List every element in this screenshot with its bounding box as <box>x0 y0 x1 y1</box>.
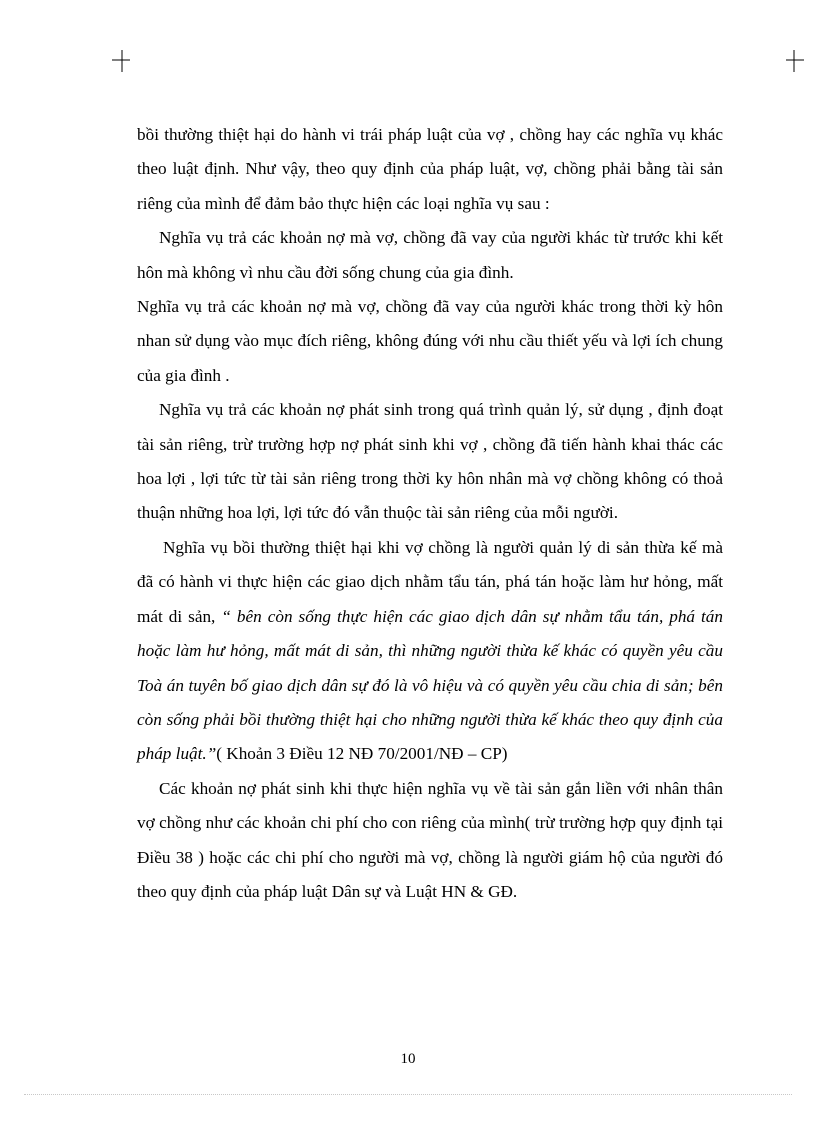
legal-citation: ( Khoản 3 Điều 12 NĐ 70/2001/NĐ – CP) <box>216 744 508 764</box>
paragraph-lead-text: Nghĩa vụ bồi thường thiệt hại khi vợ chồng là người quản lý di sản thừa kế mà đã có hành vi thực hiện các giao dịch nhằm tẩu tán, phá tán hoặc làm hư hỏng, mất mát di sản, <box>137 537 723 626</box>
paragraph-obligation-inheritance-damages <box>137 531 723 772</box>
document-body <box>137 118 723 909</box>
page-bottom-divider <box>24 1094 792 1095</box>
page-number: 10 <box>400 1051 416 1067</box>
legal-quote: “ bên còn sống thực hiện các giao dịch dân sự nhằm tẩu tán, phá tán hoặc làm hư hỏng, mất mát di sản, thì những người thừa kế khác có quyền yêu cầu Toà án tuyên bố giao dịch dân sự đó là vô hiệu và có quyền yêu cầu chia di sản; bên còn sống phải bồi thường thiệt hại cho những người thừa kế khác theo quy định của pháp luật.” <box>137 606 723 764</box>
paragraph-obligation-separate-property-debt: Nghĩa vụ trả các khoản nợ phát sinh trong quá trình quản lý, sử dụng , định đoạt tài sản riêng, trừ trường hợp nợ phát sinh khi vợ , chồng đã tiến hành khai thác các hoa lợi , lợi tức từ tài sản riêng trong thời ky hôn nhân mà vợ chồng không có thoả thuận những hoa lợi, lợi tức đó vẫn thuộc tài sản riêng của mỗi người. <box>137 400 723 523</box>
paragraph-personal-obligation-debts: Các khoản nợ phát sinh khi thực hiện nghĩa vụ về tài sản gắn liền với nhân thân vợ chồng như các khoản chi phí cho con riêng của mình( trừ trường hợp quy định tại Điều 38 ) hoặc các chi phí cho người mà vợ, chồng là người giám hộ của người đó theo quy định của pháp luật Dân sự và Luật HN & GĐ. <box>137 778 723 901</box>
paragraph-obligation-marital-debt: Nghĩa vụ trả các khoản nợ mà vợ, chồng đã vay của người khác trong thời kỳ hôn nhan sử dụng vào mục đích riêng, không đúng với nhu cầu thiết yếu và lợi ích chung của gia đình . <box>137 297 723 385</box>
header-marks <box>0 0 816 80</box>
paragraph-intro: bồi thường thiệt hại do hành vi trái pháp luật của vợ , chồng hay các nghĩa vụ khác theo luật định. Như vậy, theo quy định của pháp luật, vợ, chồng phải bằng tài sản riêng của mình để đảm bảo thực hiện các loại nghĩa vụ sau : <box>137 125 723 213</box>
paragraph-obligation-premarital-debt: Nghĩa vụ trả các khoản nợ mà vợ, chồng đã vay của người khác từ trước khi kết hôn mà không vì nhu cầu đời sống chung của gia đình. <box>137 228 723 282</box>
